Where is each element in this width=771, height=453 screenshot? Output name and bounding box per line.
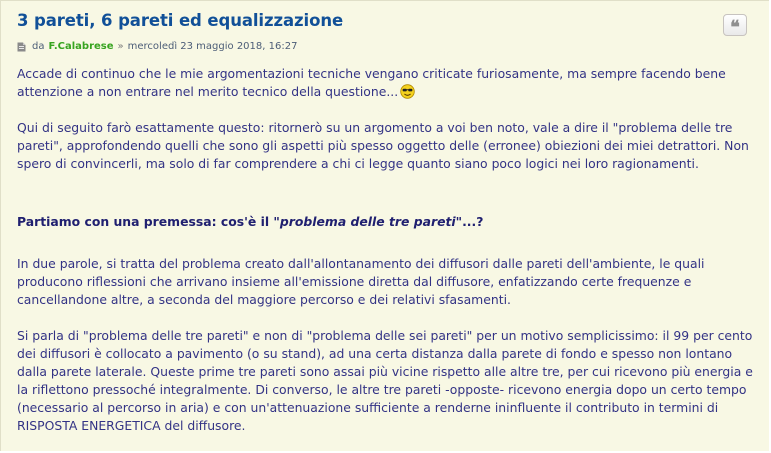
quote-icon: ❝ <box>730 17 740 38</box>
heading-before: Partiamo con una premessa: cos'è il " <box>17 214 280 229</box>
paragraph-1 <box>17 65 757 101</box>
quote-button[interactable] <box>723 14 747 36</box>
heading-after: "...? <box>455 214 484 229</box>
post-byline <box>17 41 297 52</box>
paragraph-5: Si parla di "problema delle tre pareti" e non di "problema delle sei pareti" per un motivo semplicissimo: il 99 per cento dei diffusori è collocato a pavimento (o su stand), ad una certa distanza dalla parete di fondo e spesso non lontano dalla parete laterale. Queste prime tre pareti sono assai più vicine rispetto alle altre tre, per cui ricevono più energia e la riflettono pressoché integralmente. Di converso, le altre tre pareti -opposte- ricevono energia dopo un certo tempo (necessario al percorso in aria) e con un'attenuazione sufficiente a renderne ininfluente il contributo in termini di RISPOSTA ENERGETICA del diffusore. <box>17 328 753 433</box>
post-icon <box>17 42 26 52</box>
byline-prefix: da <box>32 41 45 52</box>
byline-separator: » <box>117 41 124 52</box>
section-heading <box>17 213 757 231</box>
cool-smiley-icon <box>400 84 415 99</box>
paragraph-2: Qui di seguito farò esattamente questo: ritornerò su un argomento a voi ben noto, vale a dire il "problema delle tre pareti", approfondendo quelli che sono gli aspetti più spesso oggetto delle (erronee) obiezioni dei miei detrattori. Non spero di convincerli, ma solo di far comprendere a chi ci legge quanto siano poco logici nei loro ragionamenti. <box>17 120 749 171</box>
post-date: mercoledì 23 maggio 2018, 16:27 <box>127 41 298 52</box>
paragraph-4: In due parole, si tratta del problema creato dall'allontanamento dei diffusori dalle pareti dell'ambiente, le quali producono riflessioni che arrivano insieme all'emissione diretta dal diffusore, enfatizzando certe frequenze e cancellandone altre, a seconda del maggiore percorso e dei relativi sfasamenti. <box>17 256 705 307</box>
heading-emphasis: problema delle tre pareti <box>279 214 456 229</box>
author-link[interactable]: F.Calabrese <box>48 41 114 52</box>
post-title[interactable]: 3 pareti, 6 pareti ed equalizzazione <box>17 11 344 30</box>
paragraph-1-text: Accade di continuo che le mie argomentazioni tecniche vengano criticate furiosamente, ma sempre facendo bene attenzione a non entrare nel merito tecnico della questione... <box>17 66 726 99</box>
